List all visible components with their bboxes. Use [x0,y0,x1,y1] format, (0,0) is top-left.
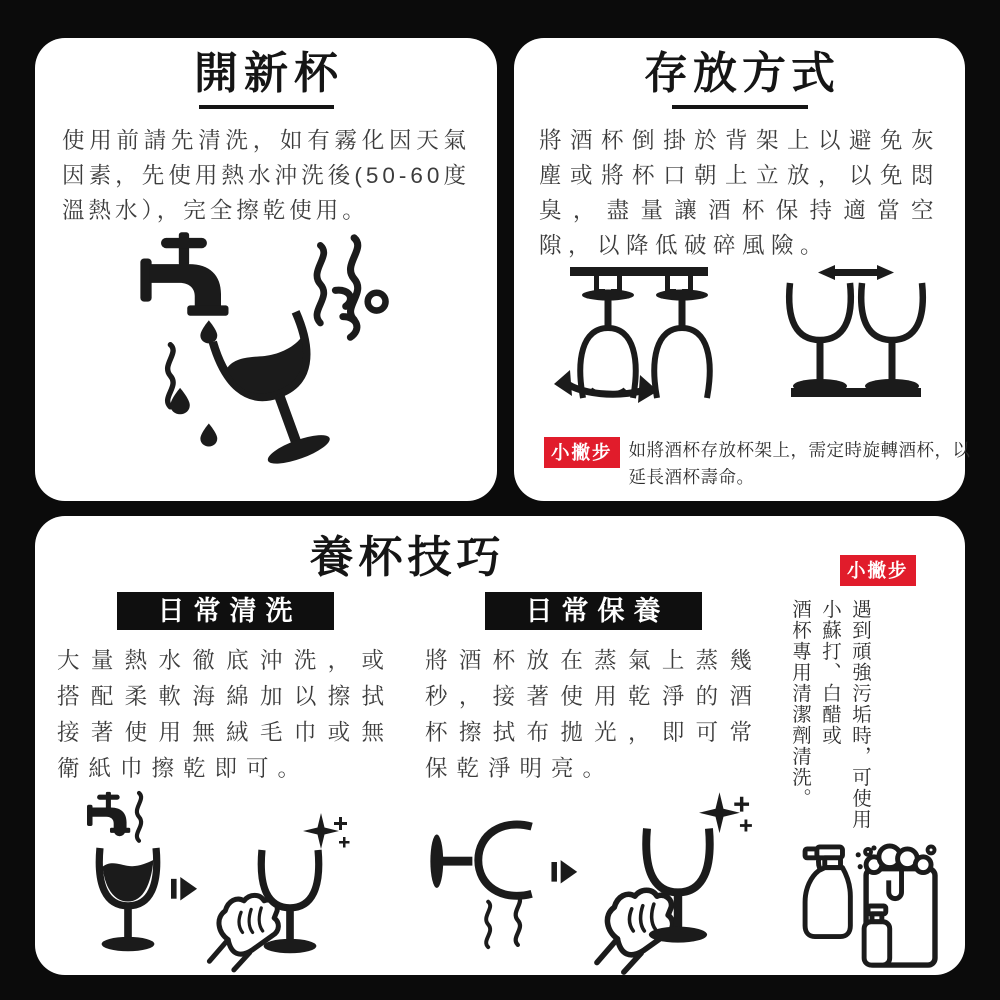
card-new-glass [35,38,497,501]
title-underline [672,105,808,109]
double-arrow-icon [818,265,894,280]
cleaning-supplies-icon [803,845,941,969]
card-new-glass-body: 使用前請先清洗，如有霧化因天氣因素，先使用熱水沖洗後(50-60度溫熱水），完全擦乾使用。 [62,128,470,223]
storage-tip [544,437,981,491]
daily-maintenance-header: 日常保養 [485,592,702,630]
storage-tip-text: 如將酒杯存放杯架上，需定時旋轉酒杯，以延長酒杯壽命。 [628,440,971,487]
daily-cleaning-body: 大量熱水徹底沖洗，或搭配柔軟海綿加以擦拭接著使用無絨毛巾或無衛紙巾擦乾即可。 [57,648,393,781]
rinse-wipe-sequence-icon [85,789,345,961]
card-care [35,516,965,975]
care-tip-sidebar [785,555,935,969]
tip-line: 小蘇打、白醋或 [819,599,841,746]
tilted-wine-glass-icon [212,312,343,474]
card-storage-title: 存放方式 [644,49,840,98]
care-tip-vertical-text [785,599,887,835]
card-new-glass-title: 開新杯 [194,49,344,98]
steam-wipe-sequence-icon [425,789,755,961]
bubble-icon [368,293,386,311]
faucet-wine-glass-wash-icon [116,230,416,482]
title-underline [199,105,334,109]
card-storage-body: 將酒杯倒掛於背架上以避免灰塵或將杯口朝上立放，以免悶臭，盡量讓酒杯保持適當空隙，以降低破碎風險。 [539,128,940,258]
daily-cleaning-header: 日常清洗 [117,592,334,630]
card-storage [514,38,971,501]
sideways-glass-icon [430,825,531,896]
shelf [791,388,921,397]
storage-icons-row [514,265,965,411]
daily-maintenance-column [425,592,761,961]
small-bottle-icon [864,906,890,965]
daily-maintenance-body: 將酒杯放在蒸氣上蒸幾秒，接著使用乾淨的酒杯擦拭布拋光，即可常保乾淨明亮。 [425,648,761,781]
daily-cleaning-column [57,592,393,961]
tip-line: 遇到頑強污垢時，可使用 [849,599,871,830]
spray-bottle-icon [805,847,850,937]
hanging-rack-glasses-icon [554,265,720,411]
upright-glasses-spacing-icon [789,265,923,407]
tip-badge: 小撇步 [544,437,620,468]
upside-down-glass-icon [580,290,635,399]
wine-glass-icon [861,283,923,393]
card-care-title: 養杯技巧 [309,533,506,582]
care-columns [57,592,761,961]
tip-line: 酒杯專用清潔劑清洗。 [789,599,811,809]
wine-glass-icon [789,283,851,393]
tip-badge: 小撇步 [840,555,916,586]
upside-down-glass-icon [654,290,709,399]
